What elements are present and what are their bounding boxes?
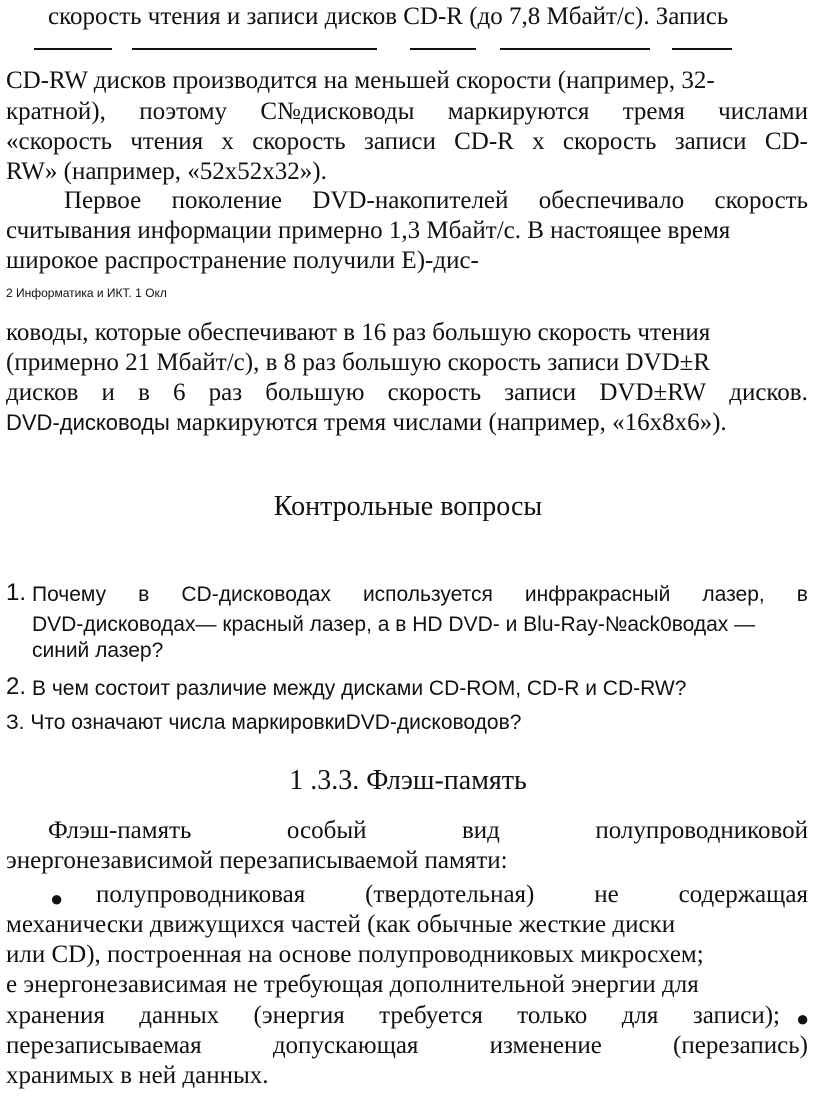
word: в	[138, 379, 150, 406]
word: скорость	[714, 187, 808, 214]
bullet-line-justified	[6, 1031, 808, 1061]
word: обеспечивало	[538, 187, 685, 214]
term-dvd-drives: DVD-дисководах	[32, 613, 196, 636]
word: требуется	[379, 1002, 483, 1029]
scan-artifact-rule	[132, 48, 377, 50]
word: чтения	[130, 128, 204, 155]
word: Флэш-память	[48, 817, 192, 844]
word: скорость	[387, 379, 482, 406]
word: С№дисководы	[260, 98, 415, 125]
word: Первое	[64, 187, 142, 214]
word: только	[517, 1002, 588, 1029]
word: х	[221, 128, 234, 155]
word: перезаписываемая	[6, 1032, 202, 1059]
word: в	[138, 583, 150, 606]
word: в	[796, 583, 808, 606]
word: для	[621, 1002, 659, 1029]
question-line: В чем состоит различие между дисками CD-ROM, CD-R и CD-RW?	[32, 677, 687, 700]
paragraph-line-justified	[6, 127, 808, 157]
bullet-icon: ●	[796, 1006, 810, 1031]
word: данных	[139, 1002, 220, 1029]
bullet-line: хранимых в ней данных.	[6, 1062, 269, 1089]
word: тремя	[622, 98, 685, 125]
word: DVD±RW	[599, 379, 707, 406]
word: дисков	[6, 379, 79, 406]
footnote: 2 Информатика и ИКТ. 1 Окл	[6, 286, 167, 300]
paragraph-line-justified	[64, 186, 808, 216]
question-line	[6, 708, 816, 738]
paragraph-line: скорость чтения и записи дисков CD-R (до 7,8 Мбайт/с). Запись	[48, 3, 729, 30]
word: записи	[674, 128, 747, 155]
section-title: 1 .3.3. Флэш-память	[289, 765, 527, 796]
scan-artifact-rule	[672, 48, 732, 50]
question-text: — красный лазер, а в HD DVD- и Blu-Ray-№ack0водах —	[195, 613, 756, 636]
term-dvd-drives: DVD-дисководы	[6, 410, 170, 435]
bullet-icon: ●	[50, 886, 64, 911]
bullet-line: механически движущихся частей (как обычные жесткие диски	[6, 911, 676, 938]
word: лазер,	[702, 583, 765, 606]
paragraph-line: широкое распространение получили Е)-дис-	[6, 247, 479, 274]
word: вид	[461, 817, 500, 844]
bullet-line-justified	[96, 880, 808, 910]
word: записи);	[692, 1002, 780, 1029]
section-title: Контрольные вопросы	[273, 491, 543, 522]
term-dvd-drives: DVD-дисководов?	[345, 711, 522, 734]
paragraph-text: маркируются тремя числами (например, «16х8х6»).	[169, 409, 727, 436]
word: CD-	[764, 128, 808, 155]
word: дисков.	[729, 379, 808, 406]
word: числами	[718, 98, 808, 125]
paragraph-line	[6, 408, 816, 438]
paragraph-line-justified	[6, 97, 808, 127]
paragraph-line-justified	[48, 816, 808, 846]
word: раз	[208, 379, 243, 406]
word: допускающая	[272, 1032, 419, 1059]
word: и	[101, 379, 115, 406]
word: поэтому	[139, 98, 228, 125]
word: х	[532, 128, 545, 155]
word: поколение	[171, 187, 282, 214]
word: Почему	[32, 583, 107, 606]
bullet-line: или CD), построенная на основе полупроводниковых микросхем;	[6, 941, 704, 968]
question-number: 1.	[6, 579, 27, 606]
word: маркируются	[447, 98, 590, 125]
word: скорость	[252, 128, 346, 155]
paragraph-line: ководы, которые обеспечивают в 16 раз большую скорость чтения	[6, 319, 711, 346]
word: (перезапись)	[673, 1032, 808, 1059]
scan-artifact-rule	[34, 48, 112, 50]
word: хранения	[6, 1002, 105, 1029]
paragraph-line: (примерно 21 Мбайт/с), в 8 раз большую скорость записи DVD±R	[6, 349, 711, 376]
word: кратной),	[6, 98, 106, 125]
bullet-line: е энергонезависимая не требующая дополнительной энергии для	[6, 971, 699, 998]
bullet-line-justified	[6, 1001, 780, 1031]
word: инфракрасный	[524, 583, 671, 606]
word: (энергия	[253, 1002, 345, 1029]
word: записи	[504, 379, 577, 406]
paragraph-line-justified	[6, 378, 808, 408]
paragraph-line: RW» (например, «52х52х32»).	[6, 158, 327, 185]
word: полупроводниковая	[96, 881, 306, 908]
paragraph-line: энергонезависимой перезаписываемой памяти:	[6, 847, 508, 874]
word: содержащая	[678, 881, 808, 908]
question-number: 2.	[6, 673, 27, 700]
paragraph-line: считывания информации примерно 1,3 Мбайт/с. В настоящее время	[6, 217, 731, 244]
question-line: синий лазер?	[32, 639, 164, 662]
word: полупроводниковой	[595, 817, 808, 844]
scan-artifact-rule	[410, 48, 476, 50]
word: большую	[265, 379, 365, 406]
word: «скорость	[6, 128, 113, 155]
word: скорость	[562, 128, 657, 155]
word: записи	[363, 128, 436, 155]
word: CD-дисководах	[181, 583, 331, 606]
word: изменение	[489, 1032, 602, 1059]
word: не	[594, 881, 619, 908]
word: DVD-накопителей	[312, 187, 509, 214]
word: 6	[173, 379, 186, 406]
word: используется	[362, 583, 493, 606]
word: (твердотельная)	[365, 881, 535, 908]
question-text: З. Что означают числа маркировки	[6, 711, 346, 734]
scan-artifact-rule	[500, 48, 650, 50]
word: CD-R	[454, 128, 514, 155]
paragraph-line: CD-RW дисков производится на меньшей скорости (например, 32-	[6, 67, 715, 94]
question-line-justified	[32, 580, 808, 610]
word: особый	[286, 817, 367, 844]
